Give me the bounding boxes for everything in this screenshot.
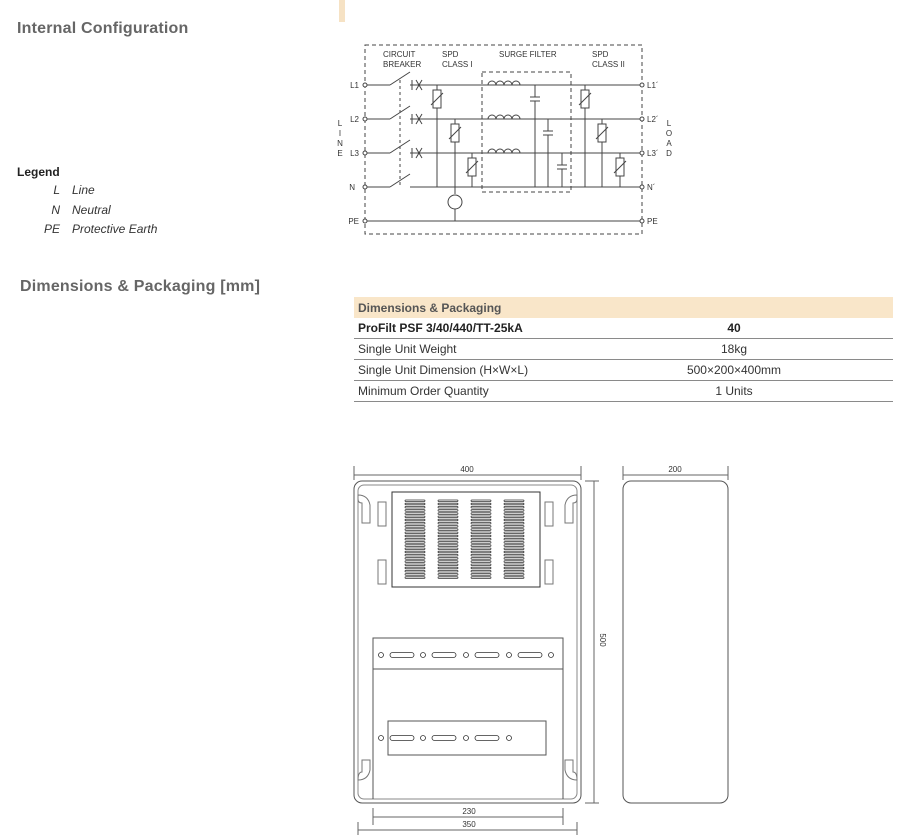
table-header: Dimensions & Packaging — [358, 300, 502, 315]
svg-text:D: D — [666, 149, 672, 158]
legend-abbr: L — [53, 183, 60, 197]
terminal-n: N — [349, 183, 355, 192]
side-outline — [623, 481, 728, 803]
legend-abbr: N — [51, 203, 60, 217]
table-row — [354, 318, 893, 339]
svg-text:N: N — [337, 139, 343, 148]
width-dimension-label: 400 — [460, 465, 474, 474]
terminal-l3-out: L3´ — [647, 149, 659, 158]
load-side-label — [666, 119, 672, 158]
terminal-pe: PE — [348, 217, 359, 226]
depth-dimension-label: 200 — [668, 465, 682, 474]
svg-text:L: L — [666, 119, 672, 128]
label-breaker: BREAKER — [383, 60, 422, 69]
legend-desc: Protective Earth — [72, 222, 158, 236]
row-value: 1 Units — [575, 381, 893, 402]
table-header-row — [354, 297, 893, 318]
row-value: 500×200×400mm — [575, 360, 893, 381]
inner-width-label: 230 — [462, 807, 476, 816]
height-dimension-label: 500 — [598, 633, 607, 647]
legend-abbr: PE — [43, 222, 60, 236]
svg-text:O: O — [665, 129, 673, 138]
surge-filter-box — [482, 72, 571, 192]
table-row — [354, 381, 893, 402]
accent-bar — [339, 0, 345, 22]
terminal-pe-out: PE — [647, 217, 658, 226]
legend-title: Legend — [17, 165, 60, 179]
label-spd1-class: CLASS I — [442, 60, 473, 69]
terminal-l2: L2 — [350, 115, 359, 124]
label-circuit: CIRCUIT — [383, 50, 416, 59]
row-label: Single Unit Weight — [354, 339, 575, 360]
svg-text:E: E — [337, 149, 343, 158]
internal-configuration-title: Internal Configuration — [17, 20, 189, 37]
dimensions-table — [354, 297, 893, 402]
row-value: 40 — [575, 318, 893, 339]
terminal-l1: L1 — [350, 81, 359, 90]
label-surge-filter: SURGE FILTER — [499, 50, 557, 59]
table-row — [354, 360, 893, 381]
label-spd2: SPD — [592, 50, 609, 59]
svg-text:L: L — [337, 119, 343, 128]
legend-item-neutral — [32, 203, 232, 219]
svg-text:A: A — [666, 139, 672, 148]
terminal-l2-out: L2´ — [647, 115, 659, 124]
row-label: ProFilt PSF 3/40/440/TT-25kA — [354, 318, 575, 339]
label-spd1: SPD — [442, 50, 459, 59]
terminal-l3: L3 — [350, 149, 359, 158]
row-value: 18kg — [575, 339, 893, 360]
enclosure-dimension-drawing — [340, 460, 740, 837]
enclosure-outline — [365, 45, 642, 234]
table-row — [354, 339, 893, 360]
svg-text:I: I — [338, 129, 342, 138]
terminal-l1-out: L1´ — [647, 81, 659, 90]
label-spd2-class: CLASS II — [592, 60, 625, 69]
row-label: Single Unit Dimension (H×W×L) — [354, 360, 575, 381]
line-side-label — [337, 119, 343, 158]
terminal-n-out: N´ — [647, 183, 656, 192]
legend-item-line — [32, 183, 232, 199]
legend-desc: Neutral — [72, 203, 111, 217]
internal-configuration-schematic — [330, 40, 680, 240]
dimensions-packaging-title: Dimensions & Packaging [mm] — [20, 278, 261, 295]
legend-item-protective-earth — [32, 222, 232, 238]
row-label: Minimum Order Quantity — [354, 381, 575, 402]
outer-width-label: 350 — [462, 820, 476, 829]
legend-desc: Line — [72, 183, 95, 197]
